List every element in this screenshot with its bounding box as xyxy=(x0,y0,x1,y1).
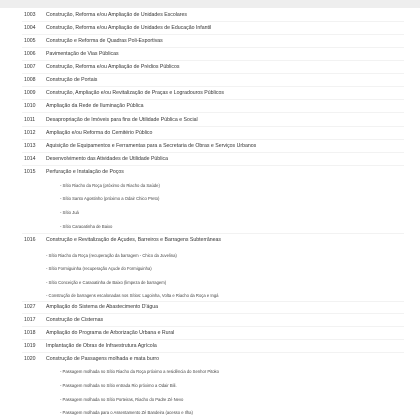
table-row xyxy=(0,102,420,110)
table-row xyxy=(0,11,420,19)
row-code: 1011 xyxy=(24,117,36,123)
table-row xyxy=(0,316,420,324)
sub-item: - Passagem molhada no Sítio Riacho da Roça próximo a residência do Senhor Pitoko xyxy=(60,369,219,374)
row-description: Construção de Cisternas xyxy=(46,317,104,323)
sub-item: - Sítio Juá xyxy=(60,210,79,215)
row-code: 1020 xyxy=(24,356,36,362)
table-row xyxy=(0,129,420,137)
table-row xyxy=(0,50,420,58)
table-row xyxy=(0,89,420,97)
row-description: Desapropriação de Imóveis para fins de Utilidade Pública e Social xyxy=(46,117,198,123)
row-description: Desenvolvimento das Atividades de Utilidade Pública xyxy=(46,156,168,162)
row-description: Perfuração e Instalação de Poços xyxy=(46,169,124,175)
row-code: 1019 xyxy=(24,343,36,349)
sub-item: - Sítio Riacho da Roça (recuperação da barragem - Chico da Juvelina) xyxy=(46,253,177,258)
row-code: 1007 xyxy=(24,64,36,70)
sub-item: - Sítio Formiguinha (recuperação Açude do Formiguinha) xyxy=(46,266,152,271)
row-description: Construção de Portais xyxy=(46,77,98,83)
sub-item: - Passagem molhada no Sítio entrada Rio próximo a Odair Bili. xyxy=(60,383,177,388)
row-code: 1016 xyxy=(24,237,36,243)
row-description: Ampliação do Programa de Arborização Urbana e Rural xyxy=(46,330,175,336)
row-description: Ampliação da Rede de Iluminação Pública xyxy=(46,103,144,109)
row-divider xyxy=(22,326,404,327)
table-row xyxy=(0,155,420,163)
table-row xyxy=(0,24,420,32)
table-row xyxy=(0,168,420,176)
row-divider xyxy=(22,21,404,22)
row-description: Construção de Passagens molhada e mata burro xyxy=(46,356,160,362)
row-divider xyxy=(22,126,404,127)
sub-item: - Construção de barragens escalonadas nos Sítios: Lagoinha, Volta e Riacho da Roça e Ingá xyxy=(46,293,219,298)
sub-item: - Sítio Conceição e Caraoatinha de Baixo (limpeza de barragem) xyxy=(46,280,167,285)
row-description: Construção, Reforma e/ou Ampliação de Unidades Escolares xyxy=(46,12,188,18)
row-divider xyxy=(22,60,404,61)
row-description: Implantação de Obras de Infraestrutura Agrícola xyxy=(46,343,157,349)
table-row xyxy=(0,329,420,337)
table-row xyxy=(0,116,420,124)
table-row xyxy=(0,236,420,244)
row-code: 1012 xyxy=(24,130,36,136)
sub-item: - Sítio Santo Agostinho (próximo a Odair Chico Preto) xyxy=(60,196,160,201)
row-divider xyxy=(22,165,404,166)
row-description: Aquisição de Equipamentos e Ferramentas para a Secretaria de Obras e Serviços Urbanos xyxy=(46,143,257,149)
table-row xyxy=(0,37,420,45)
row-divider xyxy=(22,112,404,113)
sub-item: - Sítio Caraoatinha de Baixo xyxy=(60,224,113,229)
row-description: Construção, Reforma e/ou Ampliação de Unidades de Educação Infantil xyxy=(46,25,212,31)
row-divider xyxy=(22,339,404,340)
sub-item: - Passagem molhada para o Assentamento Zé Bandeira (acesso e Ilha) xyxy=(60,410,193,415)
row-code: 1008 xyxy=(24,77,36,83)
row-code: 1006 xyxy=(24,51,36,57)
row-divider xyxy=(22,47,404,48)
row-description: Ampliação do Sistema de Abastecimento D'água xyxy=(46,304,159,310)
row-code: 1027 xyxy=(24,304,36,310)
row-code: 1018 xyxy=(24,330,36,336)
sub-item: - Sítio Riacho da Roça (próximo do Riacho da Saúde) xyxy=(60,183,160,188)
row-divider xyxy=(22,233,404,234)
row-description: Construção, Reforma e/ou Ampliação de Prédios Públicos xyxy=(46,64,180,70)
table-row xyxy=(0,63,420,71)
table-row xyxy=(0,342,420,350)
row-description: Construção, Ampliação e/ou Revitalização de Praças e Logradouros Públicos xyxy=(46,90,224,96)
row-code: 1005 xyxy=(24,38,36,44)
row-divider xyxy=(22,301,404,302)
row-description: Pavimentação de Vias Públicas xyxy=(46,51,119,57)
row-code: 1013 xyxy=(24,143,36,149)
row-divider xyxy=(22,73,404,74)
row-description: Construção e Revitalização de Açudes, Barreiros e Barragens Subterrâneas xyxy=(46,237,222,243)
table-row xyxy=(0,142,420,150)
row-code: 1003 xyxy=(24,12,36,18)
row-code: 1010 xyxy=(24,103,36,109)
row-code: 1015 xyxy=(24,169,36,175)
row-divider xyxy=(22,99,404,100)
sub-item: - Passagem molhada no Sítio Porteiras, Riacho do Padre Zé Nevo xyxy=(60,397,184,402)
row-divider xyxy=(22,313,404,314)
row-code: 1004 xyxy=(24,25,36,31)
row-description: Construção e Reforma de Quadras Poli-Esportivas xyxy=(46,38,163,44)
row-divider xyxy=(22,86,404,87)
row-description: Ampliação e/ou Reforma do Cemitério Público xyxy=(46,130,153,136)
row-divider xyxy=(22,352,404,353)
row-code: 1014 xyxy=(24,156,36,162)
row-divider xyxy=(22,152,404,153)
row-code: 1009 xyxy=(24,90,36,96)
table-row xyxy=(0,355,420,363)
table-row xyxy=(0,76,420,84)
row-divider xyxy=(22,139,404,140)
row-code: 1017 xyxy=(24,317,36,323)
table-row xyxy=(0,303,420,311)
row-divider xyxy=(22,34,404,35)
